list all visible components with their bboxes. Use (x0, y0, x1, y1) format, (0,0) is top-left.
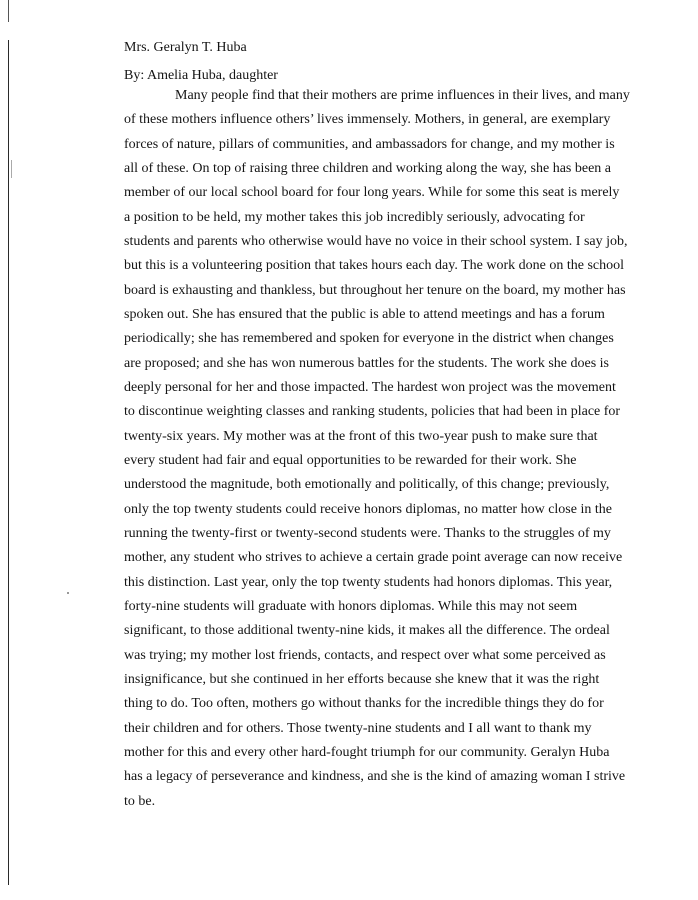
body-line: this distinction. Last year, only the top twenty students had honors diplomas. This year, (124, 574, 613, 590)
body-line: mother, any student who strives to achieve a certain grade point average can now receive (124, 550, 623, 566)
body-line: all of these. On top of raising three children and working along the way, she has been a (124, 160, 611, 176)
body-line: students and parents who otherwise would have no voice in their school system. I say job, (124, 233, 628, 249)
body-line: spoken out. She has ensured that the public is able to attend meetings and has a forum (124, 306, 605, 322)
body-line: every student had fair and equal opportunities to be rewarded for their work. She (124, 452, 577, 468)
document-content (124, 34, 630, 814)
body-line: forces of nature, pillars of communities, and ambassadors for change, and my mother is (124, 136, 615, 152)
body-line: to be. (124, 793, 156, 809)
page-edge-mark (8, 0, 9, 22)
body-line: understood the magnitude, both emotionally and politically, of this change; previously, (124, 477, 610, 493)
page-edge-line (8, 40, 9, 885)
body-line: mother for this and every other hard-fought triumph for our community. Geralyn Huba (124, 744, 610, 760)
body-line: significant, to those additional twenty-nine kids, it makes all the difference. The ordeal (124, 623, 610, 639)
body-line: running the twenty-first or twenty-second students were. Thanks to the struggles of my (124, 525, 611, 541)
body-line: has a legacy of perseverance and kindness, and she is the kind of amazing woman I strive (124, 769, 626, 785)
body-line: their children and for others. Those twenty-nine students and I all want to thank my (124, 720, 592, 736)
document-body (124, 84, 630, 814)
scan-speck (67, 592, 69, 594)
body-line: are proposed; and she has won numerous battles for the students. The work she does is (124, 355, 609, 371)
document-byline: By: Amelia Huba, daughter (124, 68, 278, 83)
scan-speck (11, 160, 12, 178)
body-line: forty-nine students will graduate with honors diplomas. While this may not seem (124, 598, 578, 614)
body-line: a position to be held, my mother takes this job incredibly seriously, advocating for (124, 209, 585, 225)
body-line: of these mothers influence others’ lives immensely. Mothers, in general, are exemplary (124, 112, 611, 128)
body-line: was trying; my mother lost friends, contacts, and respect over what some perceived as (124, 647, 606, 663)
document-title: Mrs. Geralyn T. Huba (124, 40, 247, 55)
body-line: deeply personal for her and those impacted. The hardest won project was the movement (124, 379, 616, 395)
body-line: insignificance, but she continued in her efforts because she knew that it was the right (124, 671, 600, 687)
body-line: thing to do. Too often, mothers go without thanks for the incredible things they do for (124, 696, 604, 712)
body-line: member of our local school board for four long years. While for some this seat is merely (124, 185, 620, 201)
body-line: board is exhausting and thankless, but throughout her tenure on the board, my mother has (124, 282, 626, 298)
body-line: twenty-six years. My mother was at the front of this two-year push to make sure that (124, 428, 598, 444)
body-line: to discontinue weighting classes and ranking students, policies that had been in place for (124, 404, 621, 420)
body-line: but this is a volunteering position that takes hours each day. The work done on the school (124, 258, 625, 274)
body-line: periodically; she has remembered and spoken for everyone in the district when changes (124, 331, 614, 347)
body-line: Many people find that their mothers are prime influences in their lives, and many (175, 88, 630, 103)
body-line: only the top twenty students could receive honors diplomas, no matter how close in the (124, 501, 612, 517)
